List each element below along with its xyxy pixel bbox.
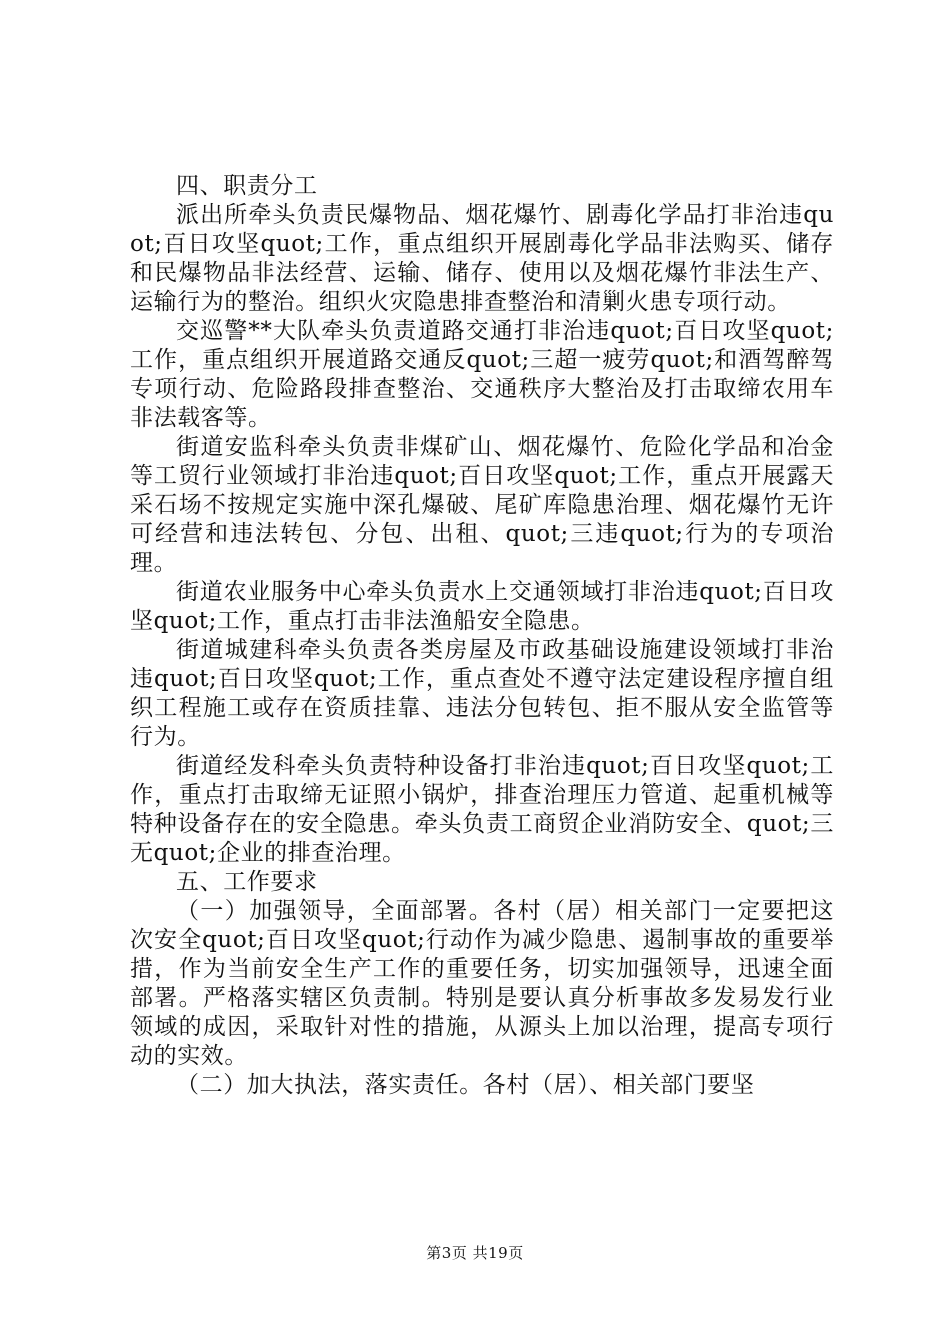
paragraph-construction: 街道城建科牵头负责各类房屋及市政基础设施建设领域打非治违quot;百日攻坚quot;工作，重点查处不遵守法定建设程序擅自组织工程施工或存在资质挂靠、违法分包转包、拒不服从安全监管等行为。 bbox=[130, 637, 834, 750]
section-heading-requirements: 五、工作要求 bbox=[176, 869, 318, 895]
paragraph-economic-development: 街道经发科牵头负责特种设备打非治违quot;百日攻坚quot;工作，重点打击取缔无证照小锅炉，排查治理压力管道、起重机械等特种设备存在的安全隐患。牵头负责工商贸企业消防安全、quot;三无quot;企业的排查治理。 bbox=[130, 753, 834, 866]
paragraph-requirement-2: （二）加大执法，落实责任。各村（居）、相关部门要坚 bbox=[176, 1072, 755, 1098]
document-body bbox=[130, 172, 834, 1100]
paragraph-traffic-police: 交巡警**大队牵头负责道路交通打非治违quot;百日攻坚quot;工作，重点组织开展道路交通反quot;三超一疲劳quot;和酒驾醉驾专项行动、危险路段排查整治、交通秩序大整治及打击取缔农用车非法载客等。 bbox=[130, 318, 834, 431]
section-heading-duties: 四、职责分工 bbox=[176, 173, 318, 199]
paragraph-police-station: 派出所牵头负责民爆物品、烟花爆竹、剧毒化学品打非治违quot;百日攻坚quot;工作，重点组织开展剧毒化学品非法购买、储存和民爆物品非法经营、运输、储存、使用以及烟花爆竹非法生产、运输行为的整治。组织火灾隐患排查整治和清剿火患专项行动。 bbox=[130, 202, 834, 315]
paragraph-agriculture-center: 街道农业服务中心牵头负责水上交通领域打非治违quot;百日攻坚quot;工作，重点打击非法渔船安全隐患。 bbox=[130, 579, 834, 634]
paragraph-requirement-1: （一）加强领导，全面部署。各村（居）相关部门一定要把这次安全quot;百日攻坚quot;行动作为减少隐患、遏制事故的重要举措，作为当前安全生产工作的重要任务，切实加强领导，迅速全面部署。严格落实辖区负责制。特别是要认真分析事故多发易发行业领域的成因，采取针对性的措施，从源头上加以治理，提高专项行动的实效。 bbox=[130, 898, 834, 1069]
page-number-footer: 第3页 共19页 bbox=[426, 1244, 524, 1262]
paragraph-safety-supervision: 街道安监科牵头负责非煤矿山、烟花爆竹、危险化学品和冶金等工贸行业领域打非治违quot;百日攻坚quot;工作，重点开展露天采石场不按规定实施中深孔爆破、尾矿库隐患治理、烟花爆竹无许可经营和违法转包、分包、出租、quot;三违quot;行为的专项治理。 bbox=[130, 434, 834, 576]
